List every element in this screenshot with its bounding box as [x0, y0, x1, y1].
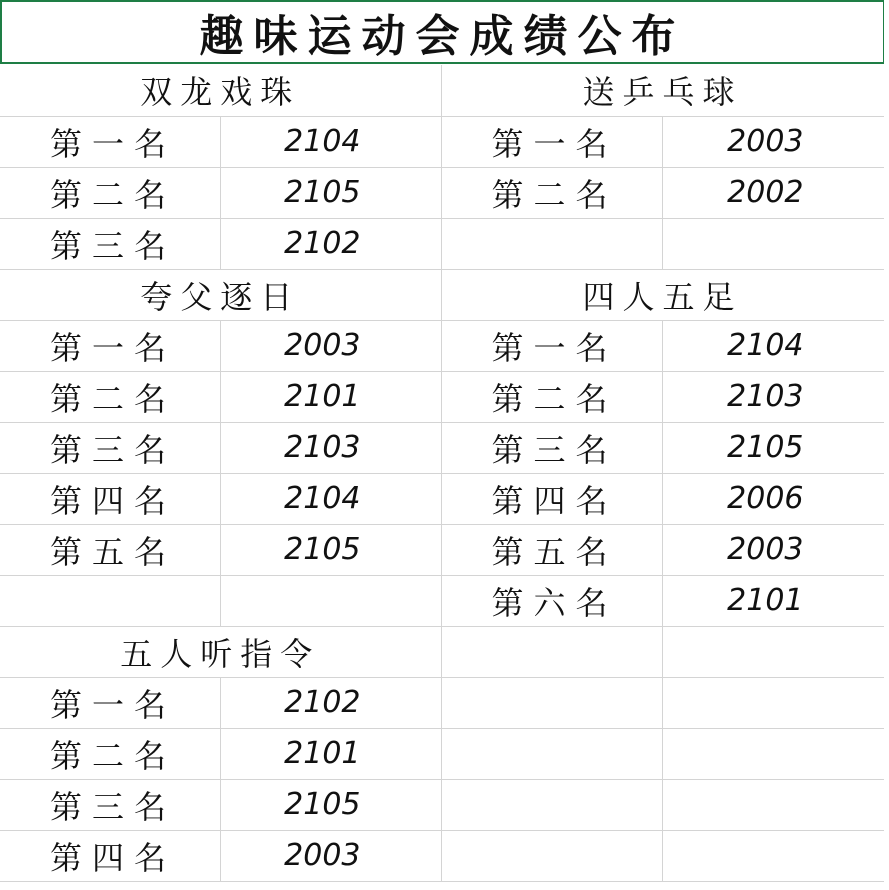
rank-cell[interactable]: 第二名: [0, 728, 220, 779]
empty-cell[interactable]: [441, 728, 662, 779]
rank-cell[interactable]: 第一名: [441, 116, 662, 167]
table-row: [0, 218, 884, 269]
score-cell[interactable]: 2105: [220, 524, 441, 575]
empty-cell[interactable]: [441, 779, 662, 830]
empty-cell[interactable]: [441, 626, 662, 677]
table-row: [0, 575, 884, 626]
event-header-cell[interactable]: 四人五足: [441, 269, 884, 320]
table-row: [0, 269, 884, 320]
rank-cell[interactable]: 第四名: [0, 830, 220, 881]
table-row: [0, 167, 884, 218]
rank-cell[interactable]: 第三名: [0, 218, 220, 269]
table-row: [0, 779, 884, 830]
rank-cell[interactable]: 第五名: [441, 524, 662, 575]
table-row: [0, 422, 884, 473]
score-cell[interactable]: 2104: [220, 473, 441, 524]
score-cell[interactable]: 2103: [220, 422, 441, 473]
score-cell[interactable]: 2103: [662, 371, 884, 422]
rank-cell[interactable]: 第一名: [0, 677, 220, 728]
table-row: [0, 116, 884, 167]
rank-cell[interactable]: 第六名: [441, 575, 662, 626]
score-cell[interactable]: 2101: [220, 371, 441, 422]
table-row: [0, 320, 884, 371]
empty-cell[interactable]: [662, 830, 884, 881]
rank-cell[interactable]: 第一名: [0, 116, 220, 167]
rank-cell[interactable]: 第五名: [0, 524, 220, 575]
results-grid: [0, 65, 885, 882]
rank-cell[interactable]: 第四名: [441, 473, 662, 524]
rank-cell[interactable]: 第三名: [0, 779, 220, 830]
rank-cell[interactable]: 第一名: [0, 320, 220, 371]
score-cell[interactable]: 2003: [662, 524, 884, 575]
rank-cell[interactable]: 第三名: [441, 422, 662, 473]
table-row: [0, 728, 884, 779]
sheet-title-cell[interactable]: 趣味运动会成绩公布: [0, 0, 885, 64]
score-cell[interactable]: 2102: [220, 218, 441, 269]
score-cell[interactable]: 2104: [220, 116, 441, 167]
score-cell[interactable]: 2104: [662, 320, 884, 371]
table-row: [0, 65, 884, 116]
event-header-cell[interactable]: 五人听指令: [0, 626, 441, 677]
empty-cell[interactable]: [441, 677, 662, 728]
empty-cell[interactable]: [662, 728, 884, 779]
table-row: [0, 677, 884, 728]
empty-cell[interactable]: [441, 830, 662, 881]
rank-cell[interactable]: 第一名: [441, 320, 662, 371]
empty-cell[interactable]: [662, 218, 884, 269]
empty-cell[interactable]: [0, 575, 220, 626]
score-cell[interactable]: 2101: [220, 728, 441, 779]
empty-cell[interactable]: [220, 575, 441, 626]
score-cell[interactable]: 2006: [662, 473, 884, 524]
rank-cell[interactable]: 第二名: [0, 371, 220, 422]
score-cell[interactable]: 2002: [662, 167, 884, 218]
table-row: [0, 524, 884, 575]
empty-cell[interactable]: [662, 779, 884, 830]
rank-cell[interactable]: 第二名: [441, 371, 662, 422]
score-cell[interactable]: 2003: [220, 320, 441, 371]
rank-cell[interactable]: 第二名: [441, 167, 662, 218]
event-header-cell[interactable]: 送乒乓球: [441, 65, 884, 116]
sheet-edge: [884, 0, 889, 890]
empty-cell[interactable]: [441, 218, 662, 269]
rank-cell[interactable]: 第四名: [0, 473, 220, 524]
score-cell[interactable]: 2105: [662, 422, 884, 473]
table-row: [0, 626, 884, 677]
table-row: [0, 830, 884, 881]
table-row: [0, 371, 884, 422]
empty-cell[interactable]: [662, 626, 884, 677]
rank-cell[interactable]: 第三名: [0, 422, 220, 473]
score-cell[interactable]: 2102: [220, 677, 441, 728]
score-cell[interactable]: 2003: [220, 830, 441, 881]
rank-cell[interactable]: 第二名: [0, 167, 220, 218]
table-row: [0, 473, 884, 524]
event-header-cell[interactable]: 夸父逐日: [0, 269, 441, 320]
event-header-cell[interactable]: 双龙戏珠: [0, 65, 441, 116]
empty-cell[interactable]: [662, 677, 884, 728]
score-cell[interactable]: 2101: [662, 575, 884, 626]
score-cell[interactable]: 2105: [220, 779, 441, 830]
score-cell[interactable]: 2003: [662, 116, 884, 167]
score-cell[interactable]: 2105: [220, 167, 441, 218]
